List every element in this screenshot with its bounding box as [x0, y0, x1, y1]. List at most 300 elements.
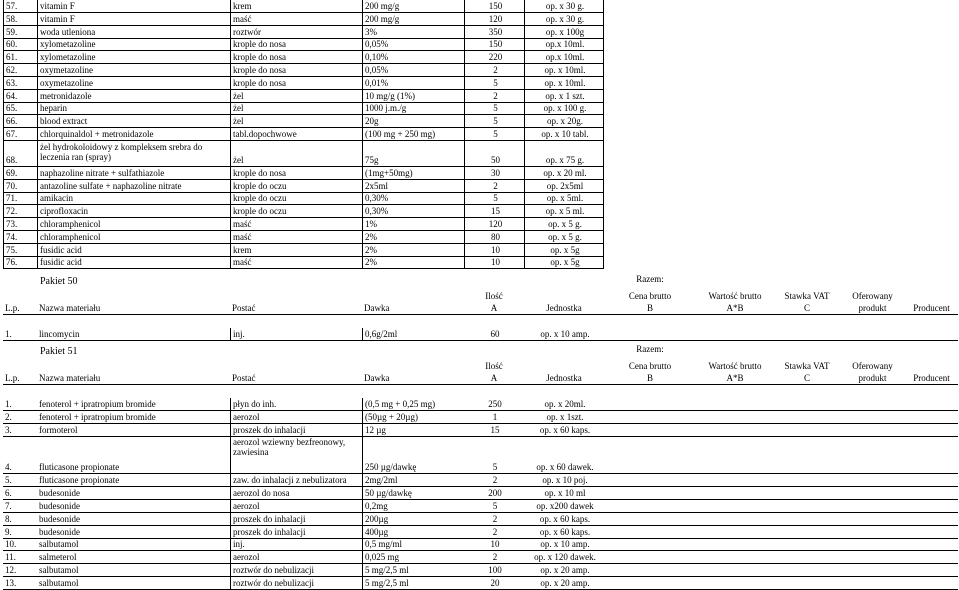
cell-postac: aerozol — [230, 411, 362, 424]
cell-lp: 73. — [3, 218, 37, 231]
cell-postac: aerozol do nosa — [230, 487, 362, 500]
cell-postac: krople do nosa — [230, 167, 362, 180]
cell-empty — [905, 513, 958, 526]
cell-lp: 64. — [3, 90, 37, 103]
cell-empty — [840, 411, 905, 424]
cell-empty — [604, 538, 696, 551]
cell-ilosc: 60 — [464, 328, 524, 341]
cell-dawka: 0,01% — [362, 77, 464, 90]
cell-ilosc: 350 — [464, 26, 524, 39]
cell-lp: 62. — [3, 64, 37, 77]
cell-empty — [840, 436, 905, 474]
cell-postac: proszek do inhalacji — [230, 424, 362, 437]
cell-jednostka: op. x 20 amp. — [524, 564, 604, 577]
cell-empty — [696, 474, 774, 487]
cell-postac: maść — [230, 13, 362, 26]
cell-nazwa: fenoterol + ipratropium bromide — [37, 411, 230, 424]
cell-dawka: (0,5 mg + 0,25 mg) — [362, 398, 464, 411]
cell-dawka: 3% — [362, 26, 464, 39]
cell-postac: proszek do inhalacji — [230, 513, 362, 526]
cell-postac: proszek do inhalacji — [230, 526, 362, 539]
cell-ilosc: 5 — [464, 115, 524, 128]
cell-lp: 57. — [3, 0, 37, 13]
cell-empty — [840, 398, 905, 411]
cell-lp: 61. — [3, 51, 37, 64]
cell-dawka: 10 mg/g (1%) — [362, 90, 464, 103]
cell-ilosc: 2 — [464, 64, 524, 77]
table-row — [0, 487, 959, 500]
cell-empty — [905, 551, 958, 564]
header-cena_sub: B — [604, 302, 696, 315]
cell-dawka: (1mg+50mg) — [362, 167, 464, 180]
cell-dawka: 0,30% — [362, 192, 464, 205]
header-postac: Postać — [230, 372, 362, 385]
table-row — [0, 51, 959, 64]
cell-empty — [905, 411, 958, 424]
header-lp: L.p. — [3, 302, 37, 315]
cell-jednostka: op. x 75 g. — [524, 141, 604, 167]
cell-lp: 2. — [3, 411, 37, 424]
table-row — [0, 0, 959, 13]
cell-ilosc: 20 — [464, 577, 524, 590]
cell-empty — [840, 474, 905, 487]
cell-postac: aerozol — [230, 500, 362, 513]
header-jednostka: Jednostka — [524, 302, 604, 315]
cell-empty — [696, 551, 774, 564]
cell-ilosc: 5 — [464, 192, 524, 205]
cell-ilosc: 15 — [464, 205, 524, 218]
cell-jednostka: op. x 60 kaps. — [524, 513, 604, 526]
cell-empty — [774, 474, 840, 487]
cell-nazwa: heparin — [37, 102, 230, 115]
cell-dawka: (100 mg + 250 mg) — [362, 128, 464, 141]
header-ilosc: Ilość — [485, 361, 503, 371]
cell-nazwa: fenoterol + ipratropium bromide — [37, 398, 230, 411]
razem-label: Razem: — [636, 274, 664, 284]
cell-postac: roztwór do nebulizacji — [230, 564, 362, 577]
cell-empty — [905, 538, 958, 551]
header-vat_sub: C — [774, 302, 840, 315]
cell-jednostka: op. x 5g — [524, 256, 604, 269]
cell-ilosc: 2 — [464, 180, 524, 193]
cell-lp: 7. — [3, 500, 37, 513]
cell-postac: maść — [230, 256, 362, 269]
cell-jednostka: op. x 10 poj. — [524, 474, 604, 487]
cell-ilosc: 5 — [464, 500, 524, 513]
cell-postac: inj. — [230, 538, 362, 551]
cell-ilosc: 10 — [464, 256, 524, 269]
cell-jednostka: op. x 60 dawek. — [524, 436, 604, 474]
cell-empty — [604, 564, 696, 577]
cell-empty — [840, 487, 905, 500]
table-row — [0, 328, 959, 341]
cell-jednostka: op. x 5ml. — [524, 192, 604, 205]
cell-lp: 69. — [3, 167, 37, 180]
cell-jednostka: op. x 20ml. — [524, 398, 604, 411]
cell-nazwa: budesonide — [37, 526, 230, 539]
header-producent: Producent — [905, 302, 958, 315]
header-wartosc: Wartość brutto — [708, 291, 762, 301]
cell-empty — [696, 436, 774, 474]
razem-row — [0, 272, 959, 285]
cell-lp: 72. — [3, 205, 37, 218]
table-row — [0, 513, 959, 526]
header-nazwa: Nazwa materiału — [37, 302, 230, 315]
cell-postac: krople do oczu — [230, 180, 362, 193]
cell-ilosc: 120 — [464, 13, 524, 26]
cell-dawka: 2mg/2ml — [362, 474, 464, 487]
table-row — [0, 64, 959, 77]
cell-dawka: 5 mg/2,5 ml — [362, 577, 464, 590]
header-postac: Postać — [230, 302, 362, 315]
cell-nazwa: fusidic acid — [37, 244, 230, 257]
cell-nazwa: formoterol — [37, 424, 230, 437]
cell-nazwa: chloramphenicol — [37, 231, 230, 244]
cell-postac: krem — [230, 0, 362, 13]
cell-lp: 76. — [3, 256, 37, 269]
cell-nazwa: xylometazoline — [37, 38, 230, 51]
cell-dawka: 1% — [362, 218, 464, 231]
cell-dawka: 0,6g/2ml — [362, 328, 464, 341]
cell-nazwa: vitamin F — [37, 13, 230, 26]
header-oferowany: Oferowany — [852, 361, 893, 371]
cell-dawka: 1000 j.m./g — [362, 102, 464, 115]
cell-empty — [840, 513, 905, 526]
table-row — [0, 102, 959, 115]
cell-empty — [840, 551, 905, 564]
cell-ilosc: 2 — [464, 90, 524, 103]
cell-lp: 60. — [3, 38, 37, 51]
cell-empty — [905, 487, 958, 500]
cell-dawka: 0,30% — [362, 205, 464, 218]
cell-postac: krople do nosa — [230, 77, 362, 90]
cell-ilosc: 1 — [464, 411, 524, 424]
cell-jednostka: op.x 10ml. — [524, 51, 604, 64]
cell-empty — [604, 398, 696, 411]
cell-empty — [774, 436, 840, 474]
header-jednostka: Jednostka — [524, 372, 604, 385]
cell-nazwa: żel hydrokoloidowy z kompleksem srebra do leczenia ran (spray) — [37, 141, 230, 167]
cell-postac: krople do nosa — [230, 64, 362, 77]
cell-ilosc: 2 — [464, 551, 524, 564]
cell-lp: 74. — [3, 231, 37, 244]
cell-jednostka: op. x 5g — [524, 244, 604, 257]
cell-empty — [774, 538, 840, 551]
table-row — [0, 231, 959, 244]
cell-empty — [696, 328, 774, 341]
cell-ilosc: 120 — [464, 218, 524, 231]
cell-empty — [905, 328, 958, 341]
cell-nazwa: budesonide — [37, 513, 230, 526]
cell-jednostka: op. x 1 szt. — [524, 90, 604, 103]
cell-ilosc: 2 — [464, 474, 524, 487]
cell-nazwa: vitamin F — [37, 0, 230, 13]
header-wartosc_sub: A*B — [696, 302, 774, 315]
cell-lp: 71. — [3, 192, 37, 205]
cell-postac: maść — [230, 218, 362, 231]
cell-lp: 1. — [3, 328, 37, 341]
cell-empty — [604, 513, 696, 526]
cell-dawka: 2x5ml — [362, 180, 464, 193]
cell-empty — [905, 474, 958, 487]
cell-dawka: 0,2mg — [362, 500, 464, 513]
cell-lp: 59. — [3, 26, 37, 39]
cell-lp: 75. — [3, 244, 37, 257]
cell-empty — [604, 487, 696, 500]
cell-nazwa: chloramphenicol — [37, 218, 230, 231]
cell-lp: 4. — [3, 436, 37, 474]
cell-postac: aerozol — [230, 551, 362, 564]
cell-empty — [774, 564, 840, 577]
cell-lp: 10. — [3, 538, 37, 551]
table-row — [0, 256, 959, 269]
cell-dawka: 200 mg/g — [362, 0, 464, 13]
cell-postac: tabl.dopochwowe — [230, 128, 362, 141]
cell-dawka: 0,5 mg/ml — [362, 538, 464, 551]
cell-dawka: 0,05% — [362, 38, 464, 51]
cell-nazwa: blood extract — [37, 115, 230, 128]
cell-ilosc: 200 — [464, 487, 524, 500]
cell-nazwa: salbutamol — [37, 564, 230, 577]
cell-ilosc: 250 — [464, 398, 524, 411]
header-ilosc_sub: A — [464, 302, 524, 315]
cell-jednostka: op. x 10ml. — [524, 64, 604, 77]
cell-empty — [840, 538, 905, 551]
cell-jednostka: op. x 100 g. — [524, 102, 604, 115]
cell-empty — [840, 564, 905, 577]
cell-dawka: 400µg — [362, 526, 464, 539]
header-oferowany_sub: produkt — [840, 372, 905, 385]
cell-empty — [774, 398, 840, 411]
cell-ilosc: 220 — [464, 51, 524, 64]
header-oferowany: Oferowany — [852, 291, 893, 301]
cell-lp: 3. — [3, 424, 37, 437]
cell-ilosc: 15 — [464, 424, 524, 437]
cell-nazwa: chlorquinaldol + metronidazole — [37, 128, 230, 141]
cell-nazwa: budesonide — [37, 487, 230, 500]
table-row — [0, 205, 959, 218]
cell-jednostka: op. x 20g. — [524, 115, 604, 128]
cell-empty — [905, 398, 958, 411]
cell-nazwa: metronidazole — [37, 90, 230, 103]
cell-empty — [774, 487, 840, 500]
table-row — [0, 115, 959, 128]
cell-nazwa: oxymetazoline — [37, 77, 230, 90]
cell-postac: zaw. do inhalacji z nebulizatora — [230, 474, 362, 487]
cell-postac: krople do oczu — [230, 192, 362, 205]
cell-jednostka: op. x 120 dawek. — [524, 551, 604, 564]
cell-ilosc: 30 — [464, 167, 524, 180]
cell-postac: aerozol wziewny bezfreonowy, zawiesina — [230, 436, 362, 474]
cell-nazwa: ciprofloxacin — [37, 205, 230, 218]
cell-dawka: 5 mg/2,5 ml — [362, 564, 464, 577]
cell-nazwa: naphazoline nitrate + sulfathiazole — [37, 167, 230, 180]
header-nazwa: Nazwa materiału — [37, 372, 230, 385]
cell-ilosc: 5 — [464, 436, 524, 474]
cell-nazwa: woda utleniona — [37, 26, 230, 39]
header-cena_sub: B — [604, 372, 696, 385]
cell-jednostka: op. x 10 tabl. — [524, 128, 604, 141]
cell-dawka: 50 µg/dawkę — [362, 487, 464, 500]
cell-nazwa: salmeterol — [37, 551, 230, 564]
cell-nazwa: antazoline sulfate + naphazoline nitrate — [37, 180, 230, 193]
cell-empty — [774, 411, 840, 424]
cell-empty — [604, 500, 696, 513]
razem-row — [0, 342, 959, 355]
cell-jednostka: op. x 10 amp. — [524, 538, 604, 551]
cell-jednostka: op. x 10ml. — [524, 77, 604, 90]
cell-ilosc: 10 — [464, 538, 524, 551]
cell-nazwa: lincomycin — [37, 328, 230, 341]
cell-empty — [840, 577, 905, 590]
cell-jednostka: op. x 20 ml. — [524, 167, 604, 180]
cell-nazwa: amikacin — [37, 192, 230, 205]
cell-postac: roztwór do nebulizacji — [230, 577, 362, 590]
cell-lp: 68. — [3, 141, 37, 167]
cell-ilosc: 5 — [464, 128, 524, 141]
cell-dawka: 2% — [362, 231, 464, 244]
cell-postac: żel — [230, 90, 362, 103]
cell-jednostka: op. x200 dawek — [524, 500, 604, 513]
cell-jednostka: op. x 60 kaps. — [524, 424, 604, 437]
cell-dawka: 12 µg — [362, 424, 464, 437]
cell-jednostka: op.x 10ml. — [524, 38, 604, 51]
cell-dawka: (50µg + 20µg) — [362, 411, 464, 424]
cell-lp: 70. — [3, 180, 37, 193]
cell-nazwa: salbutamol — [37, 538, 230, 551]
cell-postac: krople do nosa — [230, 51, 362, 64]
cell-postac: inj. — [230, 328, 362, 341]
table-row — [0, 77, 959, 90]
header-cena: Cena brutto — [628, 291, 672, 301]
cell-dawka: 20g — [362, 115, 464, 128]
table-row — [0, 192, 959, 205]
cell-jednostka: op. x 20 amp. — [524, 577, 604, 590]
cell-dawka: 0,05% — [362, 64, 464, 77]
cell-jednostka: op. x 10 ml — [524, 487, 604, 500]
header-dawka: Dawka — [362, 302, 464, 315]
razem-label: Razem: — [636, 344, 664, 354]
header-row-top — [0, 289, 959, 302]
cell-jednostka: op. x 30 g. — [524, 0, 604, 13]
cell-ilosc: 5 — [464, 77, 524, 90]
cell-ilosc: 2 — [464, 526, 524, 539]
cell-empty — [604, 436, 696, 474]
cell-empty — [905, 564, 958, 577]
table-row — [0, 218, 959, 231]
header-vat_sub: C — [774, 372, 840, 385]
cell-lp: 58. — [3, 13, 37, 26]
cell-postac: żel — [230, 115, 362, 128]
cell-dawka: 75g — [362, 141, 464, 167]
cell-empty — [696, 487, 774, 500]
table-row — [0, 564, 959, 577]
header-row-bottom — [0, 372, 959, 385]
cell-jednostka: op. x 10 amp. — [524, 328, 604, 341]
cell-lp: 6. — [3, 487, 37, 500]
cell-ilosc: 2 — [464, 513, 524, 526]
cell-empty — [905, 436, 958, 474]
cell-ilosc: 80 — [464, 231, 524, 244]
cell-lp: 12. — [3, 564, 37, 577]
cell-lp: 67. — [3, 128, 37, 141]
cell-dawka: 0,10% — [362, 51, 464, 64]
header-dawka: Dawka — [362, 372, 464, 385]
table-row — [0, 13, 959, 26]
cell-lp: 1. — [3, 398, 37, 411]
cell-empty — [696, 500, 774, 513]
cell-postac: żel — [230, 141, 362, 167]
cell-empty — [774, 551, 840, 564]
package-title: Pakiet 51 — [40, 346, 78, 357]
cell-empty — [905, 577, 958, 590]
cell-postac: maść — [230, 231, 362, 244]
cell-jednostka: op. x 1szt. — [524, 411, 604, 424]
cell-empty — [696, 538, 774, 551]
cell-jednostka: op. x 100g — [524, 26, 604, 39]
cell-jednostka: op. x 5 g. — [524, 231, 604, 244]
cell-nazwa: budesonide — [37, 500, 230, 513]
cell-empty — [774, 513, 840, 526]
table-row — [0, 398, 959, 411]
package-title: Pakiet 50 — [40, 276, 78, 287]
cell-empty — [604, 474, 696, 487]
cell-ilosc: 5 — [464, 102, 524, 115]
cell-nazwa: fusidic acid — [37, 256, 230, 269]
cell-empty — [840, 500, 905, 513]
cell-jednostka: op. x 5 ml. — [524, 205, 604, 218]
cell-postac: krople do nosa — [230, 38, 362, 51]
cell-empty — [774, 328, 840, 341]
cell-dawka: 0,025 mg — [362, 551, 464, 564]
cell-dawka: 2% — [362, 244, 464, 257]
table-row — [0, 538, 959, 551]
cell-empty — [604, 328, 696, 341]
cell-dawka: 200µg — [362, 513, 464, 526]
header-wartosc: Wartość brutto — [708, 361, 762, 371]
cell-empty — [696, 513, 774, 526]
cell-jednostka: op. x 30 g. — [524, 13, 604, 26]
table-row — [0, 436, 959, 474]
header-oferowany_sub: produkt — [840, 302, 905, 315]
table-row — [0, 500, 959, 513]
cell-lp: 65. — [3, 102, 37, 115]
header-vat: Stawka VAT — [784, 291, 830, 301]
cell-empty — [696, 577, 774, 590]
cell-empty — [604, 411, 696, 424]
cell-nazwa: fluticasone propionate — [37, 474, 230, 487]
cell-jednostka: op. x 5 g. — [524, 218, 604, 231]
cell-dawka: 200 mg/g — [362, 13, 464, 26]
header-cena: Cena brutto — [628, 361, 672, 371]
table-row — [0, 411, 959, 424]
cell-empty — [696, 411, 774, 424]
cell-empty — [905, 500, 958, 513]
table-row — [0, 474, 959, 487]
cell-empty — [696, 564, 774, 577]
cell-lp: 63. — [3, 77, 37, 90]
cell-dawka: 250 µg/dawkę — [362, 436, 464, 474]
header-producent: Producent — [905, 372, 958, 385]
header-wartosc_sub: A*B — [696, 372, 774, 385]
cell-postac: krople do oczu — [230, 205, 362, 218]
header-row-bottom — [0, 302, 959, 315]
cell-jednostka: op. 2x5ml — [524, 180, 604, 193]
cell-ilosc: 50 — [464, 141, 524, 167]
table-row — [0, 38, 959, 51]
header-ilosc_sub: A — [464, 372, 524, 385]
cell-ilosc: 150 — [464, 38, 524, 51]
